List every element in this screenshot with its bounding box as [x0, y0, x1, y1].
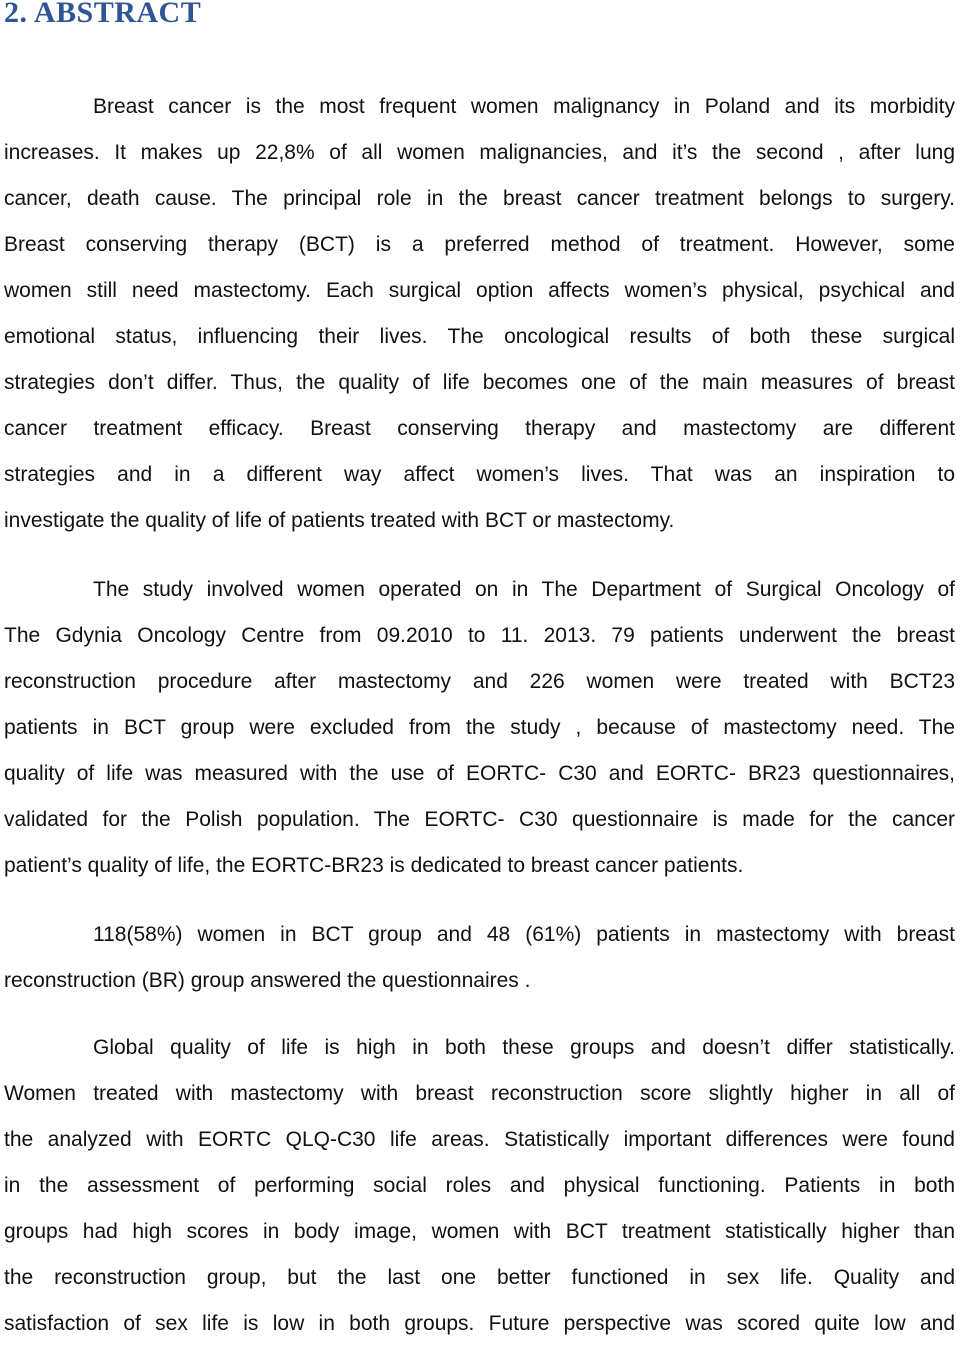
text-line: Women treated with mastectomy with breast reconstruction score slightly higher in all of — [4, 1082, 955, 1105]
text-line: reconstruction (BR) group answered the questionnaires . — [4, 969, 531, 992]
text-line: The Gdynia Oncology Centre from 09.2010 to 11. 2013. 79 patients underwent the breast — [4, 624, 955, 647]
text-line: quality of life was measured with the use of EORTC- C30 and EORTC- BR23 questionnaires, — [4, 762, 955, 785]
text-line: patients in BCT group were excluded from the study , because of mastectomy need. The — [4, 716, 955, 739]
text-line: Breast cancer is the most frequent women malignancy in Poland and its morbidity — [93, 95, 955, 118]
text-line: strategies and in a different way affect women’s lives. That was an inspiration to — [4, 463, 955, 486]
text-line: Breast conserving therapy (BCT) is a preferred method of treatment. However, some — [4, 233, 955, 256]
text-line: satisfaction of sex life is low in both groups. Future perspective was scored quite low and — [4, 1312, 955, 1335]
text-line: the analyzed with EORTC QLQ-C30 life areas. Statistically important differences were found — [4, 1128, 955, 1151]
text-line: strategies don’t differ. Thus, the quality of life becomes one of the main measures of breast — [4, 371, 955, 394]
text-line: Global quality of life is high in both these groups and doesn’t differ statistically. — [93, 1036, 955, 1059]
text-line: patient’s quality of life, the EORTC-BR23 is dedicated to breast cancer patients. — [4, 854, 744, 877]
abstract-paragraph-1 — [4, 84, 955, 544]
text-line: validated for the Polish population. The EORTC- C30 questionnaire is made for the cancer — [4, 808, 955, 831]
text-line: 118(58%) women in BCT group and 48 (61%) patients in mastectomy with breast — [93, 923, 955, 946]
abstract-paragraph-3 — [4, 912, 955, 1004]
text-line: the reconstruction group, but the last one better functioned in sex life. Quality and — [4, 1266, 955, 1289]
text-line: women still need mastectomy. Each surgical option affects women’s physical, psychical and — [4, 279, 955, 302]
text-line: cancer, death cause. The principal role in the breast cancer treatment belongs to surgery. — [4, 187, 955, 210]
abstract-paragraph-4 — [4, 1025, 955, 1347]
text-line: emotional status, influencing their lives. The oncological results of both these surgical — [4, 325, 955, 348]
text-line: The study involved women operated on in The Department of Surgical Oncology of — [93, 578, 955, 601]
text-line: increases. It makes up 22,8% of all women malignancies, and it’s the second , after lung — [4, 141, 955, 164]
text-line: groups had high scores in body image, women with BCT treatment statistically higher than — [4, 1220, 955, 1243]
abstract-paragraph-2 — [4, 567, 955, 889]
section-heading: 2. ABSTRACT — [4, 0, 202, 29]
text-line: reconstruction procedure after mastectomy and 226 women were treated with BCT23 — [4, 670, 955, 693]
text-line: in the assessment of performing social roles and physical functioning. Patients in both — [4, 1174, 955, 1197]
text-line: investigate the quality of life of patients treated with BCT or mastectomy. — [4, 509, 675, 532]
text-line: cancer treatment efficacy. Breast conserving therapy and mastectomy are different — [4, 417, 955, 440]
